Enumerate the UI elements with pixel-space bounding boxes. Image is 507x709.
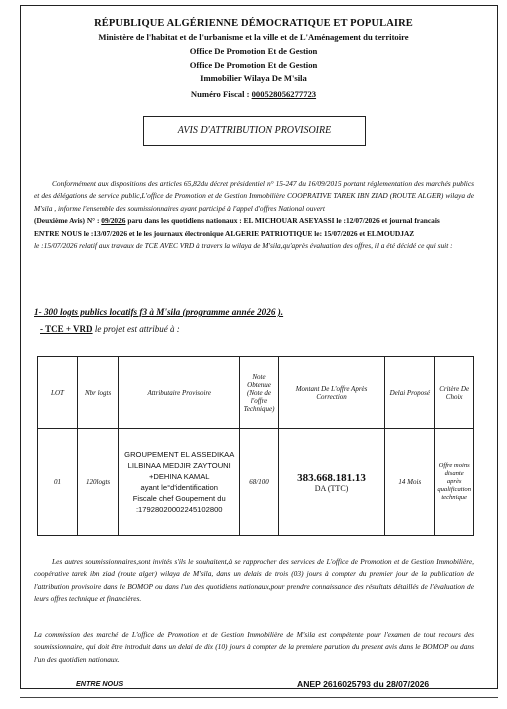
tce-line (40, 324, 180, 334)
avis-label: (Deuxième Avis) N° : (34, 216, 102, 226)
intro-line-4: le :15/07/2026 relatif aux travaux de TCE AVEC VRD à travers la wilaya de M'sila,qu'après évaluation des offres, il a été décidé ce qui suit : (34, 241, 453, 251)
header-delai: Delai Proposé (385, 357, 435, 429)
header-montant: Montant De L'offre Après Correction (278, 357, 384, 429)
intro-line-1: Conformément aux dispositions des articles 65,82du décret présidentiel n° 15-247 du 16/09/2015 portant réglementation des marchés publics et des délégations de service public,L'office de Promotion et de Gestion Immobilière COOPRATIVE TAREK IBN ZIAD (ROUTE ALGER) wilaya de M'sila , informe l'ensemble des soumissionnaires ayant participé à l'appel d'offres National ouvert (34, 179, 474, 213)
attributaire-line-2: LILBINAA MEDJIR ZAYTOUNI (127, 461, 231, 470)
fiscal-label: Numéro Fiscal : (190, 89, 252, 99)
header-nbr-logts: Nbr logts (77, 357, 118, 429)
header-note: Note Obtenue (Note de l'offre Technique) (240, 357, 279, 429)
office-line-1: Office De Promotion Et de Gestion (189, 46, 318, 56)
cell-critere: Offre moins disante après qualification technique (435, 429, 474, 536)
cell-lot: 01 (38, 429, 78, 536)
attributaire-line-6: :17928020002245102800 (135, 505, 223, 514)
intro-line-3 (34, 228, 474, 240)
intro-paragraph (34, 178, 474, 252)
office-line-3: Immobilier Wilaya De M'sila (200, 73, 307, 83)
attributaire-line-3: +DEHINA KAMAL (148, 472, 210, 481)
attributaire-line-4: ayant le°d'identification (140, 483, 218, 492)
cell-delai: 14 Mois (385, 429, 435, 536)
tce-prefix: - TCE + VRD (40, 324, 93, 334)
ministry-heading: Ministère de l'habitat et de l'urbanisme et la ville et de L'Aménagement du territoire (98, 32, 409, 42)
entre-nous-label: ENTRE NOUS (34, 228, 84, 238)
closing-paragraph-1 (34, 556, 474, 606)
header-lot: LOT (38, 357, 78, 429)
avis-number: 09/2026 (101, 216, 126, 226)
cell-attributaire (119, 429, 240, 536)
lot-title: 1- 300 logts publics locatifs f3 à M'sila (programme année 2026 ). (34, 307, 284, 317)
montant-value: 383.668.181.13 (297, 471, 366, 484)
footer-publication: ENTRE NOUS (76, 679, 124, 688)
header-critere: Critère De Choix (435, 357, 474, 429)
republic-heading: RÉPUBLIQUE ALGÉRIENNE DÉMOCRATIQUE ET POPULAIRE (94, 18, 413, 29)
intro-line-2 (34, 215, 474, 227)
tce-suffix: le projet est attribué à : (92, 324, 180, 334)
closing-paragraph-2 (34, 629, 474, 666)
attribution-table (37, 356, 474, 536)
bottom-divider (20, 697, 498, 698)
cell-note: 68/100 (240, 429, 279, 536)
publication-line: paru dans les quotidiens nationaux : EL MICHOUAR ASEYASSI le :12/07/2026 et journal francais (125, 216, 440, 226)
attributaire-line-1: GROUPEMENT EL ASSEDIKAA (124, 450, 235, 459)
montant-currency: DA (TTC) (314, 483, 349, 493)
electronic-journals-line: le :13/07/2026 et le les journaux électronique ALGERIE PATRIOTIQUE le: 15/07/2026 et ELMOUDJAZ (83, 228, 415, 238)
footer-anep-reference: ANEP 2616025793 du 28/07/2026 (297, 679, 430, 689)
cell-montant (278, 429, 384, 536)
notice-title: AVIS D'ATTRIBUTION PROVISOIRE (143, 116, 366, 146)
closing-text-2: La commission des marché de L'office de Promotion et de Gestion Immobilière de M'sila est compétente pour l'examen de tout recours des soumissionnaire, qui doit être introduit dans un delai de dix (10) jours à compter de la premiere parution du present avis dans le BOMOP ou dans l'un des quotidien nationaux. (34, 630, 474, 664)
header-attributaire: Attributaire Provisoire (119, 357, 240, 429)
closing-text-1: Les autres soumissionnaires,sont invités s'ils le souhaitent,à se rapprocher des services de L'office de Promotion et de Gestion Immobilière, coopérative tarek ibn ziad (route alger) wilaya de M'sila, dans un delais de trois (03) jours à compter du premier jour de la publication de l'attribution provisoire dans le BOMOP ou dans l'un des quotidiens nationaux,pour prendre connaissance des résultats détaillés de l'évaluation de leurs offres technique et financières. (34, 557, 474, 604)
attributaire-line-5: Fiscale chef Goupement du (132, 494, 226, 503)
fiscal-number-line (0, 89, 507, 99)
table-header-row (38, 357, 474, 429)
table-row (38, 429, 474, 536)
cell-nbr-logts: 120logts (77, 429, 118, 536)
office-line-2: Office De Promotion Et de Gestion (189, 60, 318, 70)
fiscal-number: 000528056277723 (251, 89, 317, 99)
